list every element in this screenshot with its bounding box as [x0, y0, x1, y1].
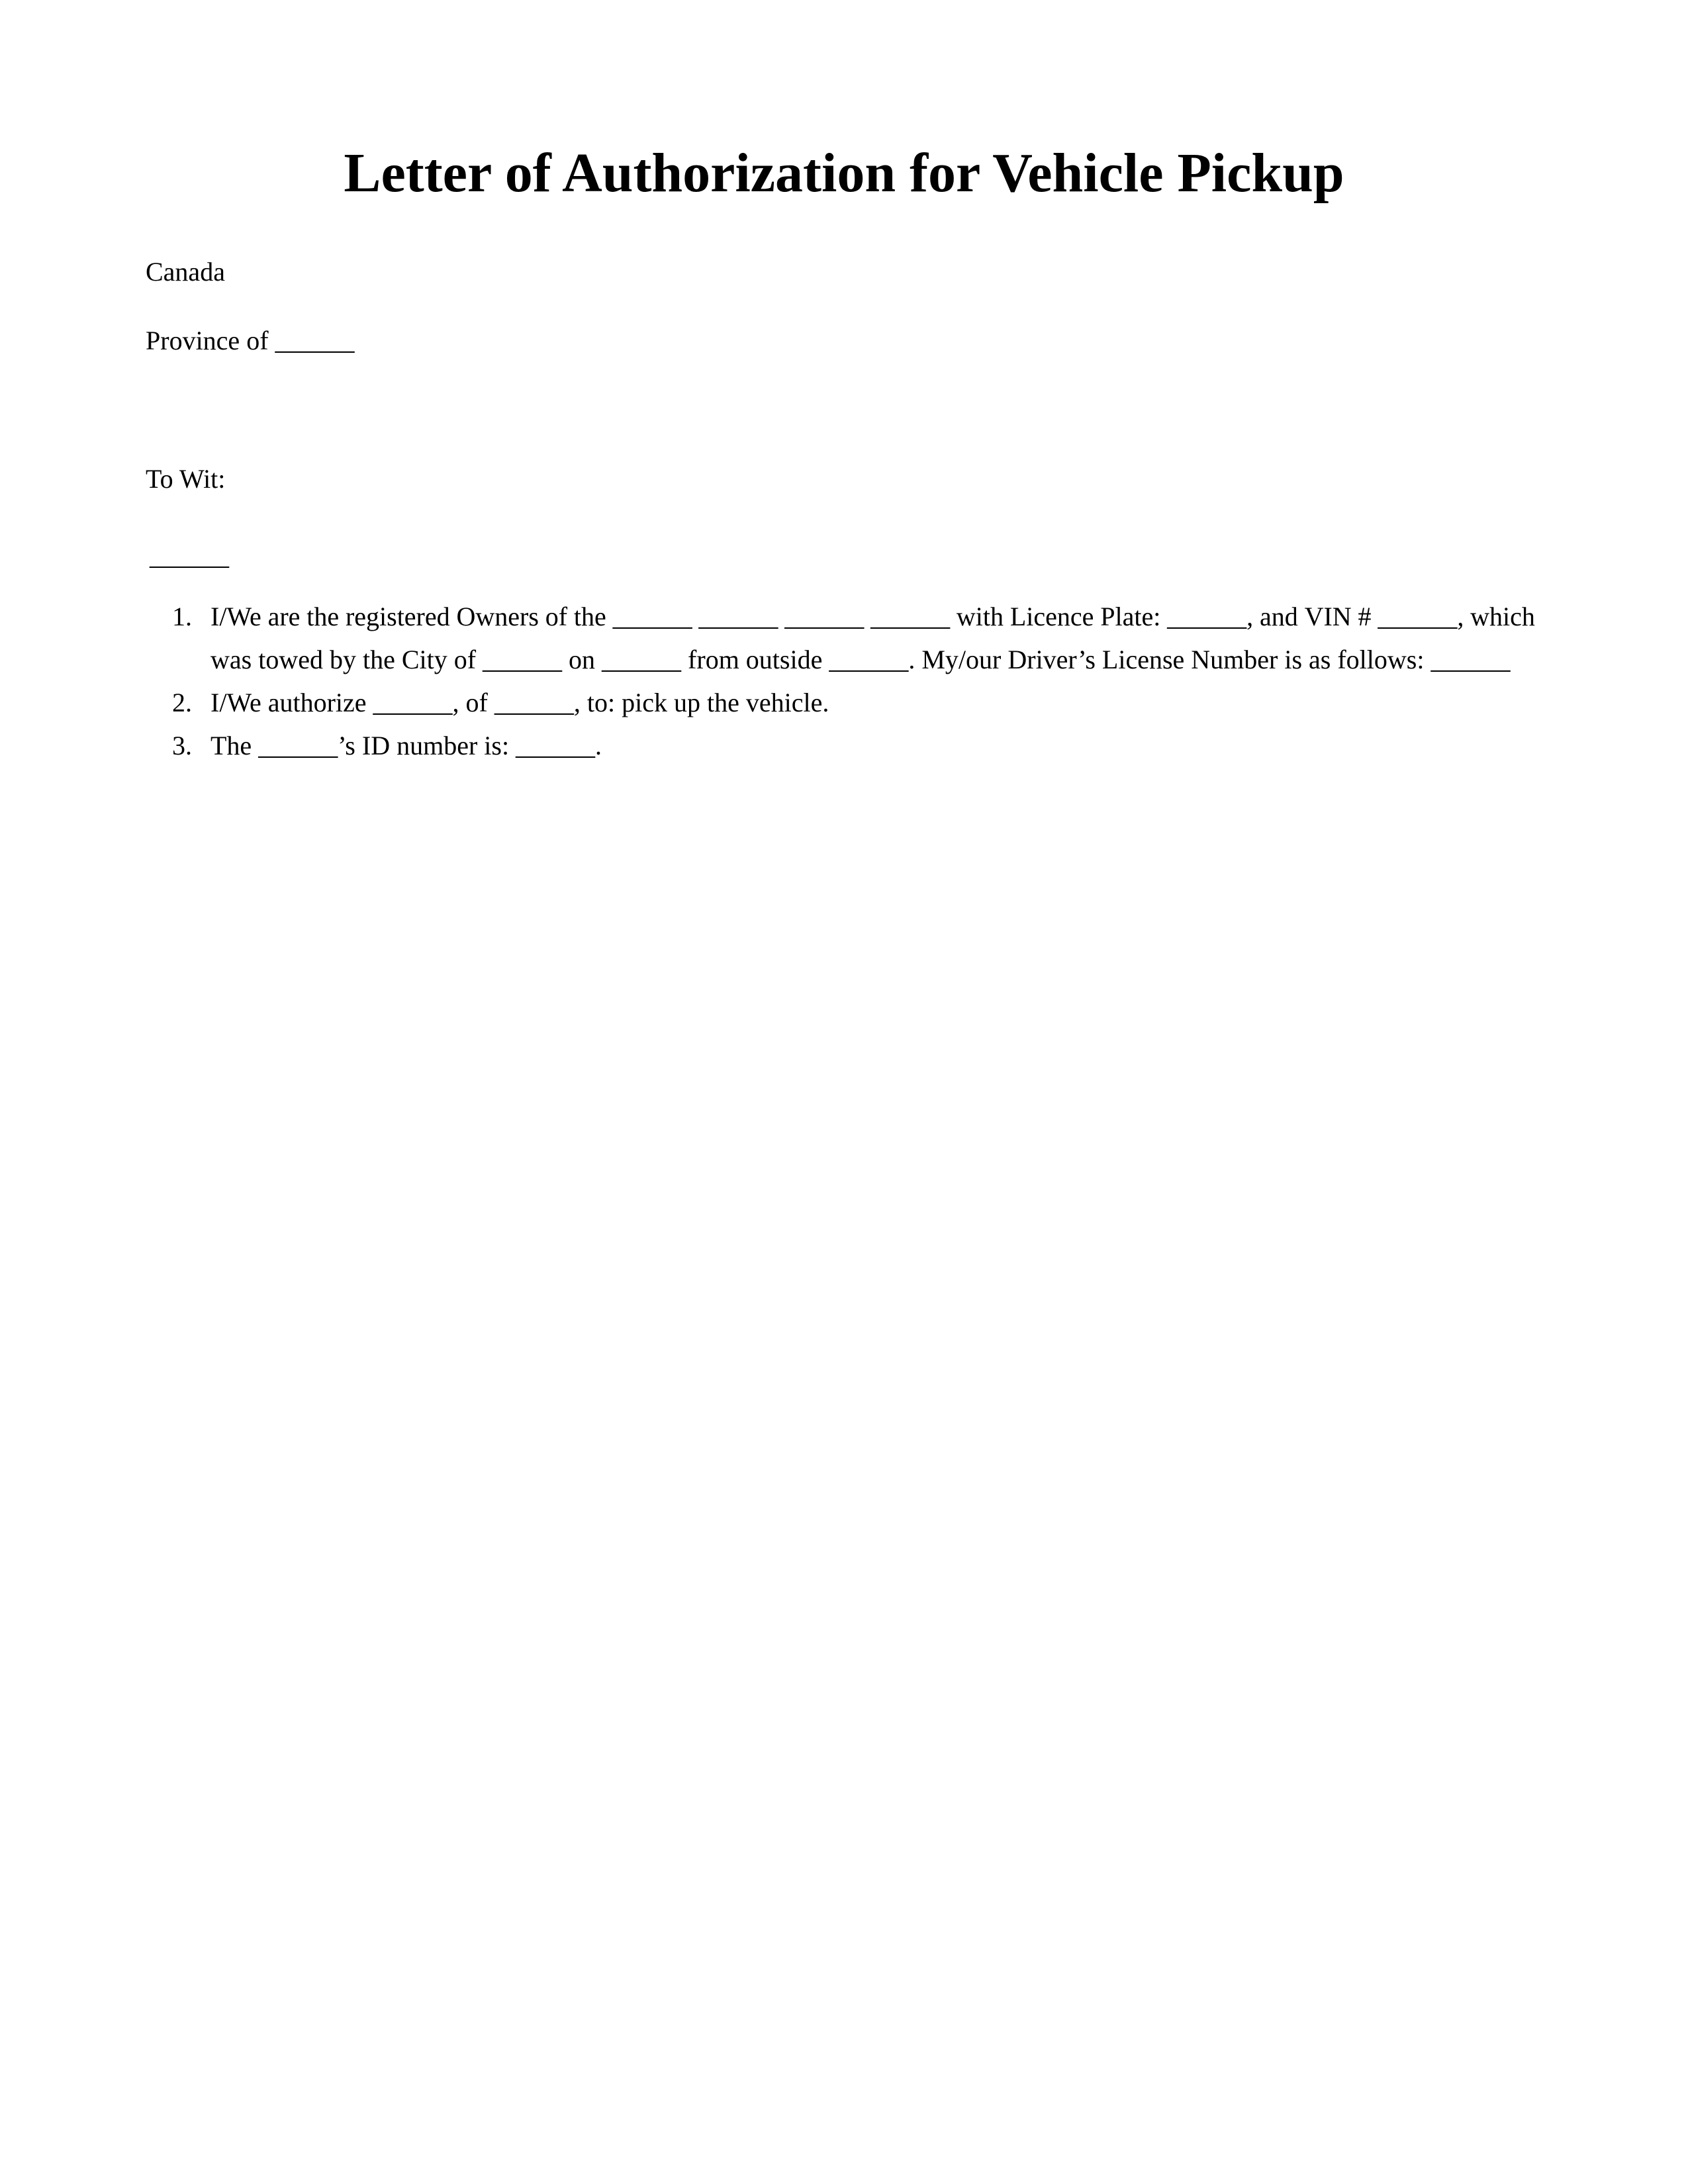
item-1-word: registered [345, 602, 450, 631]
item-1-word: ______ [698, 602, 778, 631]
item-1-line-1 [211, 601, 1535, 633]
province-line: Province of ______ [146, 326, 355, 355]
item-1-word: VIN [1304, 602, 1352, 631]
document-title: Letter of Authorization for Vehicle Pickup [344, 142, 1344, 204]
item-1-line-2: was towed by the City of ______ on ______ from outside ______. My/our Driver’s License Number is as follows: ______ [211, 645, 1511, 674]
item-1-word: Licence [1009, 602, 1094, 631]
item-1-word: ______, [1167, 602, 1254, 631]
item-1-word: the [573, 602, 606, 631]
item-1-word: ______ [870, 602, 951, 631]
item-1-word: ______, [1378, 602, 1464, 631]
item-2-text: I/We authorize ______, of ______, to: pick up the vehicle. [211, 688, 829, 717]
item-1-word: which [1470, 602, 1535, 631]
item-2-number: 2. [172, 688, 192, 717]
item-1-word: the [306, 602, 340, 631]
item-1-word: of [545, 602, 568, 631]
item-1-word: ______ [612, 602, 692, 631]
item-1-word: and [1259, 602, 1298, 631]
item-1-number: 1. [172, 602, 192, 631]
country-line: Canada [146, 257, 225, 287]
item-1-word: with [956, 602, 1004, 631]
item-1-word: are [267, 602, 301, 631]
item-1-word: I/We [211, 602, 261, 631]
blank-line: ______ [150, 541, 229, 570]
item-1-word: ______ [784, 602, 865, 631]
item-3-number: 3. [172, 731, 192, 760]
item-1-word: # [1358, 602, 1372, 631]
item-1-word: Owners [456, 602, 539, 631]
item-3-text: The ______’s ID number is: ______. [211, 731, 602, 760]
item-1-word: Plate: [1100, 602, 1161, 631]
to-wit-line: To Wit: [146, 464, 226, 494]
